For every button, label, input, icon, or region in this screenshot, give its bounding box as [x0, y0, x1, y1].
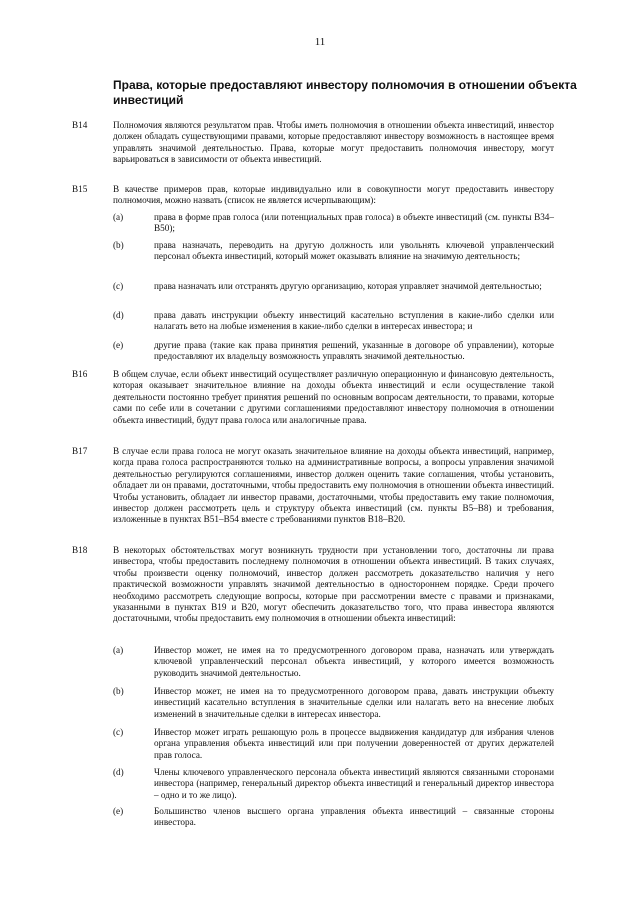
paragraph-text: В качестве примеров прав, которые индивидуально или в совокупности могут предоставить инвестору полномочия, можно назвать (список не является исчерпывающим): [113, 184, 554, 206]
section-title: Права, которые предоставляют инвестору полномочия в отношении объекта инвестиций [113, 78, 577, 107]
item-text: права назначать, переводить на другую должность или увольнять ключевой управленческий персонал объекта инвестиций, который может оказывать влияние на значимую деятельность; [154, 240, 554, 262]
paragraph-number: B14 [72, 120, 88, 130]
paragraph-number: B15 [72, 184, 88, 194]
item-letter: (b) [113, 240, 124, 250]
item-letter: (d) [113, 767, 124, 777]
paragraph-number: B18 [72, 545, 88, 555]
item-letter: (e) [113, 340, 124, 350]
item-text: Инвестор может, не имея на то предусмотренного договором права, назначать или утверждать ключевой управленческий персонал объекта инвестиций, у которого имеется возможность руководить значимой деятельностью. [154, 645, 554, 678]
item-text: права в форме прав голоса (или потенциальных прав голоса) в объекте инвестиций (см. пункты B34–B50); [154, 212, 554, 234]
paragraph-text: Полномочия являются результатом прав. Чтобы иметь полномочия в отношении объекта инвестиций, инвестор должен обладать существующими правами, которые предоставляют инвестору возможность в настоящее время управлять значимой деятельностью. Права, которые могут предоставить полномочия инвестору, могут варьироваться в зависимости от объекта инвестиций. [113, 120, 554, 165]
item-letter: (c) [113, 281, 124, 291]
item-text: Инвестор может, не имея на то предусмотренного договором права, давать инструкции объекту инвестиций касательно вступления в значительные сделки или налагать вето на внесение любых изменений в значительные сделки в интересах инвестора. [154, 686, 554, 719]
item-text: права давать инструкции объекту инвестиций касательно вступления в какие-либо сделки или налагать вето на любые изменения в какие-либо сделки в интересах инвестора; и [154, 310, 554, 332]
item-text: Члены ключевого управленческого персонала объекта инвестиций являются связанными сторонами инвестора (например, генеральный директор объекта инвестиций и генеральный директор инвестора – одно и то же лицо). [154, 767, 554, 800]
paragraph-text: В случае если права голоса не могут оказать значительное влияние на доходы объекта инвестиций, например, когда права голоса распространяются только на административные вопросы, а вопросы управления значимой деятельностью регулируются соглашениями, инвестор должен оценить такие соглашения, чтобы установить, обладает ли он правами, достаточными, чтобы предоставить ему полномочия в отношении объекта инвестиций. Чтобы установить, обладает ли инвестор правами, достаточными, чтобы предоставить ему такие полномочия, инвестор должен рассмотреть цель и структуру объекта инвестиций (см. пункты B5–B8) и требования, изложенные в пунктах B51–B54 вместе с требованиями пунктов B18–B20. [113, 446, 554, 525]
paragraph-text: В общем случае, если объект инвестиций осуществляет различную операционную и финансовую деятельность, которая оказывает значительное влияние на доходы объекта инвестиций и если осуществление такой деятельности постоянно требует принятия решений по основным вопросам деятельности, то правами, которые сами по себе или в сочетании с другими соглашениями предоставляют инвестору полномочия в отношении объекта инвестиций, будут права голоса или аналогичные права. [113, 369, 554, 425]
item-letter: (c) [113, 727, 124, 737]
item-text: права назначать или отстранять другую организацию, которая управляет значимой деятельностью; [154, 281, 542, 291]
paragraph-number: B17 [72, 446, 88, 456]
item-text: Инвестор может играть решающую роль в процессе выдвижения кандидатур для избрания членов органа управления объекта инвестиций или при получении доверенностей от других держателей прав голоса. [154, 727, 554, 760]
item-letter: (a) [113, 645, 124, 655]
item-letter: (a) [113, 212, 124, 222]
page-number: 11 [314, 36, 326, 48]
item-text: Большинство членов высшего органа управления объекта инвестиций – связанные стороны инвестора. [154, 806, 554, 828]
paragraph-text: В некоторых обстоятельствах могут возникнуть трудности при установлении того, достаточны ли права инвестора, чтобы предоставить последнему полномочия в отношении объекта инвестиций. В таких случаях, чтобы произвести оценку полномочий, инвестор должен рассмотреть доказательство наличия у него практической возможности управлять значимой деятельностью в одностороннем порядке. Среди прочего необходимо рассмотреть следующие вопросы, которые при рассмотрении вместе с правами и признаками, указанными в пунктах B19 и B20, могут обеспечить доказательство того, что права инвестора являются достаточными, чтобы предоставить ему полномочия в отношении объекта инвестиций: [113, 545, 554, 624]
item-letter: (b) [113, 686, 124, 696]
item-letter: (e) [113, 806, 124, 816]
item-text: другие права (такие как права принятия решений, указанные в договоре об управлении), которые предоставляют их владельцу возможность управлять значимой деятельностью. [154, 340, 554, 362]
item-letter: (d) [113, 310, 124, 320]
paragraph-number: B16 [72, 369, 88, 379]
